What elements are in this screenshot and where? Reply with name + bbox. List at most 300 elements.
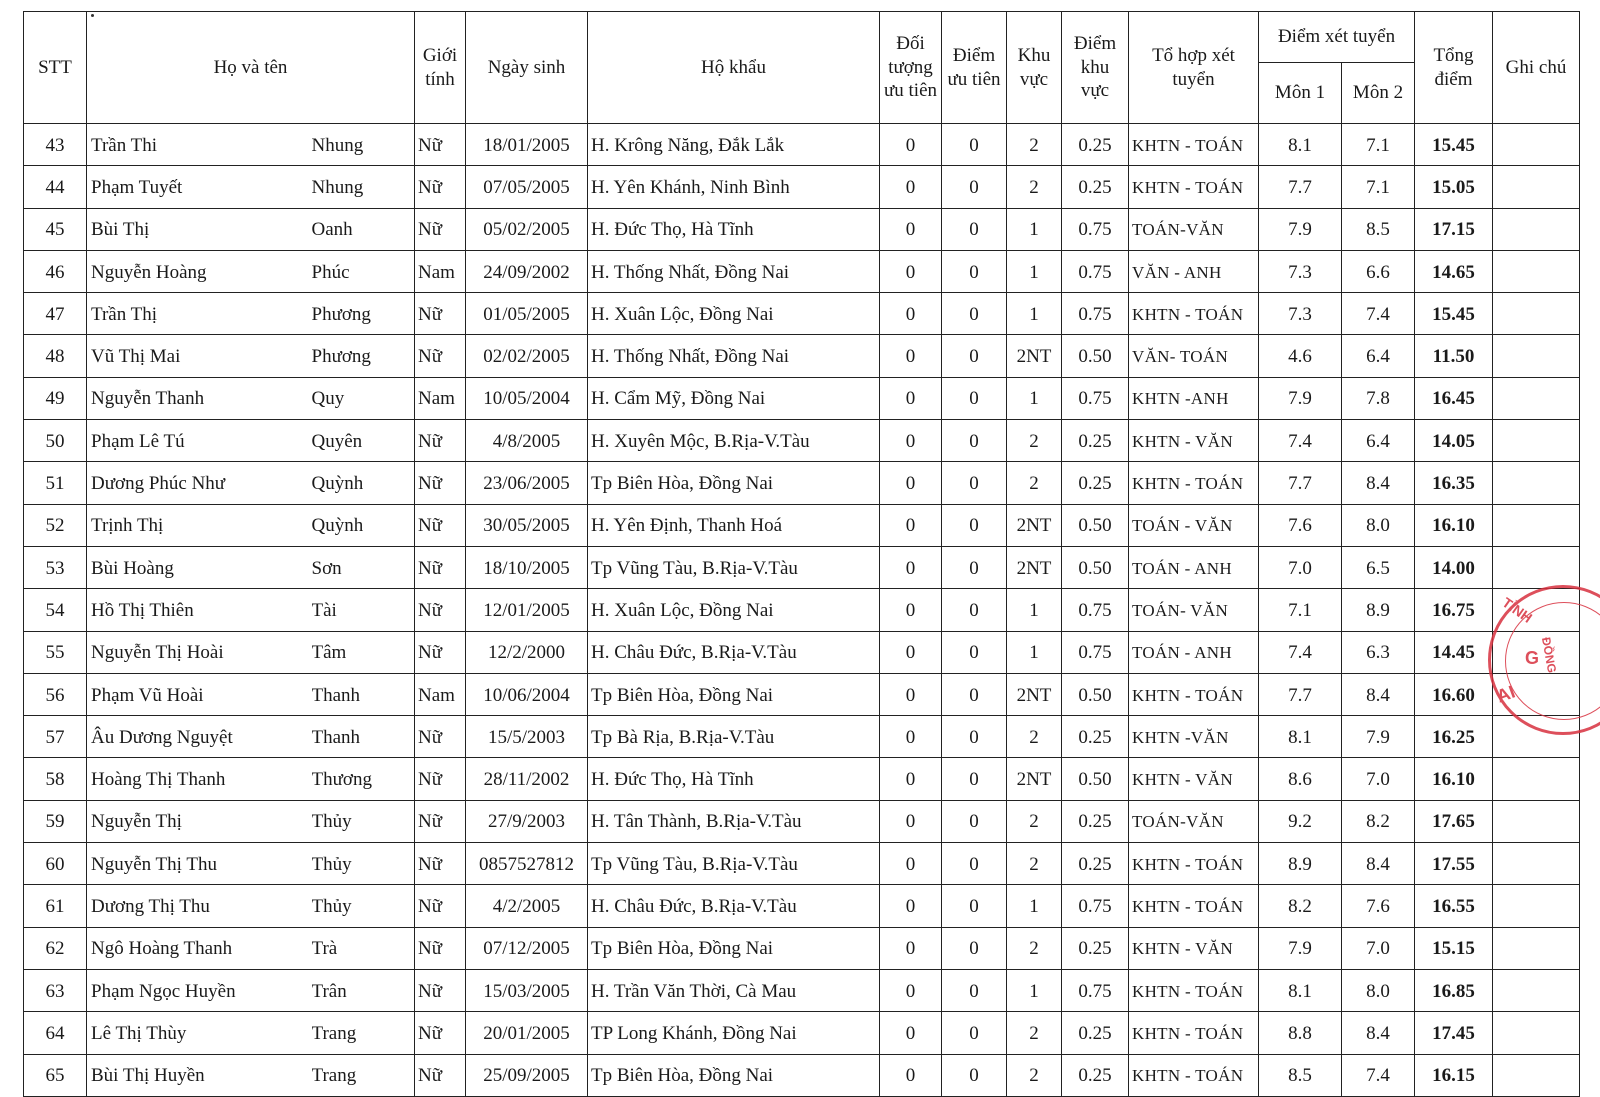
- header-admission-score: Điểm xét tuyển: [1259, 12, 1415, 63]
- cell-region: 2: [1007, 166, 1062, 208]
- cell-combination: TOÁN - ANH: [1129, 546, 1259, 588]
- cell-region-score: 0.75: [1062, 969, 1129, 1011]
- cell-dob: 18/01/2005: [466, 124, 588, 166]
- table-row: [24, 462, 1580, 504]
- cell-stt: 43: [24, 124, 87, 166]
- cell-subject-2: 7.4: [1342, 293, 1415, 335]
- cell-subject-1: 7.9: [1259, 208, 1342, 250]
- table-row: [24, 504, 1580, 546]
- cell-region: 1: [1007, 250, 1062, 292]
- cell-priority-score: 0: [942, 250, 1007, 292]
- cell-stt: 48: [24, 335, 87, 377]
- cell-priority-score: 0: [942, 208, 1007, 250]
- cell-combination: KHTN -ANH: [1129, 377, 1259, 419]
- stamp-text: ĐỒNG: [1538, 636, 1560, 674]
- cell-region-score: 0.25: [1062, 927, 1129, 969]
- cell-dob: 02/02/2005: [466, 335, 588, 377]
- cell-priority-score: 0: [942, 843, 1007, 885]
- cell-priority-group: 0: [880, 124, 942, 166]
- cell-priority-group: 0: [880, 462, 942, 504]
- cell-region: 1: [1007, 377, 1062, 419]
- cell-subject-1: 7.4: [1259, 631, 1342, 673]
- cell-subject-1: 7.1: [1259, 589, 1342, 631]
- cell-priority-group: 0: [880, 758, 942, 800]
- cell-gender: Nam: [415, 377, 466, 419]
- cell-address: H. Xuân Lộc, Đồng Nai: [588, 293, 880, 335]
- cell-stt: 51: [24, 462, 87, 504]
- cell-gender: Nữ: [415, 758, 466, 800]
- cell-combination: KHTN - VĂN: [1129, 927, 1259, 969]
- cell-total: 15.45: [1415, 124, 1493, 166]
- cell-region: 2: [1007, 1054, 1062, 1096]
- cell-subject-1: 7.3: [1259, 250, 1342, 292]
- cell-subject-2: 7.9: [1342, 716, 1415, 758]
- cell-total: 14.65: [1415, 250, 1493, 292]
- cell-priority-group: 0: [880, 716, 942, 758]
- cell-priority-score: 0: [942, 673, 1007, 715]
- table-row: [24, 589, 1580, 631]
- cell-total: 16.75: [1415, 589, 1493, 631]
- table-row: [24, 293, 1580, 335]
- cell-dob: 15/03/2005: [466, 969, 588, 1011]
- cell-total: 16.25: [1415, 716, 1493, 758]
- cell-region-score: 0.75: [1062, 631, 1129, 673]
- cell-total: 14.05: [1415, 420, 1493, 462]
- cell-address: Tp Biên Hòa, Đồng Nai: [588, 1054, 880, 1096]
- cell-subject-1: 7.0: [1259, 546, 1342, 588]
- cell-gender: Nữ: [415, 885, 466, 927]
- cell-surname: Phạm Tuyết: [87, 166, 312, 208]
- cell-gender: Nữ: [415, 462, 466, 504]
- cell-region-score: 0.25: [1062, 462, 1129, 504]
- cell-region: 2NT: [1007, 335, 1062, 377]
- cell-note: [1493, 124, 1580, 166]
- cell-address: H. Châu Đức, B.Rịa-V.Tàu: [588, 631, 880, 673]
- cell-address: H. Yên Định, Thanh Hoá: [588, 504, 880, 546]
- cell-priority-group: 0: [880, 335, 942, 377]
- cell-subject-1: 8.2: [1259, 885, 1342, 927]
- cell-priority-score: 0: [942, 462, 1007, 504]
- cell-priority-score: 0: [942, 800, 1007, 842]
- cell-dob: 0857527812: [466, 843, 588, 885]
- cell-combination: KHTN - VĂN: [1129, 420, 1259, 462]
- header-note: Ghi chú: [1493, 12, 1580, 124]
- header-priority-group: Đối tượng ưu tiên: [880, 12, 942, 124]
- cell-priority-group: 0: [880, 1054, 942, 1096]
- cell-note: [1493, 800, 1580, 842]
- cell-dob: 18/10/2005: [466, 546, 588, 588]
- cell-subject-2: 6.5: [1342, 546, 1415, 588]
- cell-subject-1: 8.8: [1259, 1012, 1342, 1054]
- cell-priority-score: 0: [942, 504, 1007, 546]
- cell-subject-1: 8.1: [1259, 969, 1342, 1011]
- cell-region: 1: [1007, 589, 1062, 631]
- cell-region-score: 0.50: [1062, 504, 1129, 546]
- cell-given-name: Phương: [312, 335, 415, 377]
- cell-region-score: 0.75: [1062, 377, 1129, 419]
- cell-given-name: Trà: [312, 927, 415, 969]
- cell-note: [1493, 885, 1580, 927]
- cell-stt: 63: [24, 969, 87, 1011]
- cell-surname: Trần Thi: [87, 124, 312, 166]
- cell-subject-1: 8.6: [1259, 758, 1342, 800]
- cell-address: H. Krông Năng, Đắk Lắk: [588, 124, 880, 166]
- cell-priority-group: 0: [880, 1012, 942, 1054]
- cell-combination: TOÁN-VĂN: [1129, 208, 1259, 250]
- cell-subject-2: 8.4: [1342, 462, 1415, 504]
- cell-dob: 10/05/2004: [466, 377, 588, 419]
- cell-subject-2: 6.4: [1342, 420, 1415, 462]
- cell-subject-2: 7.6: [1342, 885, 1415, 927]
- cell-dob: 24/09/2002: [466, 250, 588, 292]
- cell-priority-score: 0: [942, 885, 1007, 927]
- cell-stt: 58: [24, 758, 87, 800]
- cell-region: 1: [1007, 885, 1062, 927]
- table-row: [24, 673, 1580, 715]
- cell-region-score: 0.25: [1062, 420, 1129, 462]
- cell-note: [1493, 377, 1580, 419]
- cell-total: 16.60: [1415, 673, 1493, 715]
- cell-address: Tp Bà Rịa, B.Rịa-V.Tàu: [588, 716, 880, 758]
- table-row: [24, 377, 1580, 419]
- table-body: [24, 124, 1580, 1097]
- cell-gender: Nữ: [415, 589, 466, 631]
- cell-region-score: 0.75: [1062, 293, 1129, 335]
- cell-dob: 4/2/2005: [466, 885, 588, 927]
- cell-total: 17.55: [1415, 843, 1493, 885]
- cell-address: H. Cẩm Mỹ, Đồng Nai: [588, 377, 880, 419]
- cell-total: 15.15: [1415, 927, 1493, 969]
- cell-gender: Nữ: [415, 208, 466, 250]
- cell-subject-2: 8.9: [1342, 589, 1415, 631]
- cell-given-name: Nhung: [312, 166, 415, 208]
- cell-stt: 64: [24, 1012, 87, 1054]
- cell-given-name: Tâm: [312, 631, 415, 673]
- cell-subject-2: 7.0: [1342, 758, 1415, 800]
- cell-region-score: 0.50: [1062, 546, 1129, 588]
- table-row: [24, 969, 1580, 1011]
- cell-region: 1: [1007, 969, 1062, 1011]
- cell-priority-score: 0: [942, 546, 1007, 588]
- cell-subject-1: 9.2: [1259, 800, 1342, 842]
- cell-priority-score: 0: [942, 166, 1007, 208]
- cell-total: 16.85: [1415, 969, 1493, 1011]
- table-row: [24, 758, 1580, 800]
- cell-address: Tp Vũng Tàu, B.Rịa-V.Tàu: [588, 843, 880, 885]
- cell-address: TP Long Khánh, Đồng Nai: [588, 1012, 880, 1054]
- cell-given-name: Phương: [312, 293, 415, 335]
- table-row: [24, 124, 1580, 166]
- cell-dob: 23/06/2005: [466, 462, 588, 504]
- cell-gender: Nữ: [415, 166, 466, 208]
- cell-priority-group: 0: [880, 673, 942, 715]
- cell-priority-score: 0: [942, 124, 1007, 166]
- cell-surname: Trịnh Thị: [87, 504, 312, 546]
- cell-combination: KHTN - TOÁN: [1129, 843, 1259, 885]
- header-region: Khu vực: [1007, 12, 1062, 124]
- cell-total: 17.45: [1415, 1012, 1493, 1054]
- cell-address: H. Xuân Lộc, Đồng Nai: [588, 589, 880, 631]
- stamp-text: TỈNH: [1499, 594, 1536, 626]
- cell-stt: 56: [24, 673, 87, 715]
- cell-priority-score: 0: [942, 293, 1007, 335]
- cell-address: Tp Biên Hòa, Đồng Nai: [588, 927, 880, 969]
- cell-region: 2: [1007, 462, 1062, 504]
- cell-subject-2: 7.0: [1342, 927, 1415, 969]
- cell-region-score: 0.25: [1062, 124, 1129, 166]
- cell-combination: VĂN - ANH: [1129, 250, 1259, 292]
- cell-region: 1: [1007, 208, 1062, 250]
- cell-region: 2NT: [1007, 758, 1062, 800]
- cell-priority-group: 0: [880, 885, 942, 927]
- cell-given-name: Trân: [312, 969, 415, 1011]
- cell-dob: 30/05/2005: [466, 504, 588, 546]
- cell-subject-1: 4.6: [1259, 335, 1342, 377]
- cell-region: 2: [1007, 124, 1062, 166]
- cell-combination: VĂN- TOÁN: [1129, 335, 1259, 377]
- cell-dob: 15/5/2003: [466, 716, 588, 758]
- table-header: [24, 12, 1580, 124]
- cell-subject-2: 7.8: [1342, 377, 1415, 419]
- cell-combination: KHTN - VĂN: [1129, 758, 1259, 800]
- cell-region: 2: [1007, 927, 1062, 969]
- cell-given-name: Trang: [312, 1054, 415, 1096]
- cell-gender: Nữ: [415, 293, 466, 335]
- cell-region-score: 0.25: [1062, 843, 1129, 885]
- cell-combination: KHTN - TOÁN: [1129, 124, 1259, 166]
- cell-given-name: Thương: [312, 758, 415, 800]
- cell-dob: 01/05/2005: [466, 293, 588, 335]
- cell-gender: Nam: [415, 673, 466, 715]
- cell-gender: Nữ: [415, 504, 466, 546]
- cell-given-name: Trang: [312, 1012, 415, 1054]
- cell-region-score: 0.50: [1062, 335, 1129, 377]
- cell-dob: 27/9/2003: [466, 800, 588, 842]
- cell-subject-1: 8.9: [1259, 843, 1342, 885]
- cell-dob: 20/01/2005: [466, 1012, 588, 1054]
- cell-subject-2: 7.1: [1342, 166, 1415, 208]
- cell-subject-2: 8.4: [1342, 673, 1415, 715]
- cell-surname: Dương Phúc Như: [87, 462, 312, 504]
- cell-gender: Nữ: [415, 716, 466, 758]
- cell-region-score: 0.25: [1062, 1054, 1129, 1096]
- cell-dob: 4/8/2005: [466, 420, 588, 462]
- cell-gender: Nữ: [415, 927, 466, 969]
- cell-gender: Nữ: [415, 631, 466, 673]
- cell-combination: KHTN - TOÁN: [1129, 166, 1259, 208]
- cell-region: 2: [1007, 420, 1062, 462]
- cell-surname: Nguyễn Thị Thu: [87, 843, 312, 885]
- table-row: [24, 800, 1580, 842]
- header-region-score: Điểm khu vực: [1062, 12, 1129, 124]
- cell-stt: 44: [24, 166, 87, 208]
- table-row: [24, 546, 1580, 588]
- cell-priority-group: 0: [880, 250, 942, 292]
- header-address: Hộ khẩu: [588, 12, 880, 124]
- cell-gender: Nam: [415, 250, 466, 292]
- cell-address: H. Thống Nhất, Đồng Nai: [588, 250, 880, 292]
- cell-priority-group: 0: [880, 546, 942, 588]
- cell-address: H. Tân Thành, B.Rịa-V.Tàu: [588, 800, 880, 842]
- cell-note: [1493, 927, 1580, 969]
- cell-subject-1: 8.1: [1259, 124, 1342, 166]
- cell-priority-group: 0: [880, 589, 942, 631]
- cell-region-score: 0.25: [1062, 166, 1129, 208]
- cell-surname: Hồ Thị Thiên: [87, 589, 312, 631]
- cell-given-name: Quy: [312, 377, 415, 419]
- cell-priority-score: 0: [942, 377, 1007, 419]
- cell-priority-group: 0: [880, 293, 942, 335]
- cell-given-name: Oanh: [312, 208, 415, 250]
- cell-note: [1493, 843, 1580, 885]
- cell-combination: KHTN - TOÁN: [1129, 1054, 1259, 1096]
- cell-stt: 65: [24, 1054, 87, 1096]
- cell-total: 11.50: [1415, 335, 1493, 377]
- cell-address: H. Trần Văn Thời, Cà Mau: [588, 969, 880, 1011]
- cell-priority-group: 0: [880, 504, 942, 546]
- header-total: Tổng điểm: [1415, 12, 1493, 124]
- table-row: [24, 420, 1580, 462]
- cell-given-name: Quỳnh: [312, 504, 415, 546]
- cell-subject-2: 6.4: [1342, 335, 1415, 377]
- cell-priority-score: 0: [942, 631, 1007, 673]
- cell-priority-score: 0: [942, 716, 1007, 758]
- cell-note: [1493, 504, 1580, 546]
- cell-priority-group: 0: [880, 377, 942, 419]
- table-row: [24, 716, 1580, 758]
- cell-total: 16.35: [1415, 462, 1493, 504]
- cell-stt: 52: [24, 504, 87, 546]
- cell-total: 14.45: [1415, 631, 1493, 673]
- cell-total: 16.10: [1415, 504, 1493, 546]
- cell-given-name: Thủy: [312, 885, 415, 927]
- cell-region-score: 0.50: [1062, 673, 1129, 715]
- cell-gender: Nữ: [415, 124, 466, 166]
- cell-subject-2: 8.2: [1342, 800, 1415, 842]
- cell-total: 17.65: [1415, 800, 1493, 842]
- cell-region: 1: [1007, 293, 1062, 335]
- table-row: [24, 885, 1580, 927]
- cell-region: 2NT: [1007, 546, 1062, 588]
- cell-region: 2NT: [1007, 673, 1062, 715]
- cell-given-name: Phúc: [312, 250, 415, 292]
- cell-given-name: Thủy: [312, 800, 415, 842]
- cell-address: H. Yên Khánh, Ninh Bình: [588, 166, 880, 208]
- cell-given-name: Thanh: [312, 716, 415, 758]
- cell-region-score: 0.25: [1062, 800, 1129, 842]
- cell-dob: 12/2/2000: [466, 631, 588, 673]
- cell-subject-2: 8.4: [1342, 843, 1415, 885]
- cell-combination: TOÁN - ANH: [1129, 631, 1259, 673]
- header-name: Họ và tên: [87, 12, 415, 124]
- cell-stt: 62: [24, 927, 87, 969]
- cell-combination: TOÁN - VĂN: [1129, 504, 1259, 546]
- cell-region: 2NT: [1007, 504, 1062, 546]
- cell-subject-2: 7.1: [1342, 124, 1415, 166]
- cell-priority-score: 0: [942, 1012, 1007, 1054]
- cell-surname: Bùi Hoàng: [87, 546, 312, 588]
- cell-region: 2: [1007, 1012, 1062, 1054]
- cell-stt: 49: [24, 377, 87, 419]
- cell-surname: Ngô Hoàng Thanh: [87, 927, 312, 969]
- header-dob: Ngày sinh: [466, 12, 588, 124]
- cell-note: [1493, 1054, 1580, 1096]
- cell-address: H. Đức Thọ, Hà Tĩnh: [588, 208, 880, 250]
- cell-given-name: Tài: [312, 589, 415, 631]
- cell-surname: Vũ Thị Mai: [87, 335, 312, 377]
- cell-given-name: Quyên: [312, 420, 415, 462]
- cell-surname: Bùi Thị: [87, 208, 312, 250]
- cell-total: 15.45: [1415, 293, 1493, 335]
- cell-combination: KHTN - TOÁN: [1129, 969, 1259, 1011]
- cell-surname: Nguyễn Thanh: [87, 377, 312, 419]
- cell-stt: 55: [24, 631, 87, 673]
- cell-note: [1493, 293, 1580, 335]
- cell-total: 16.45: [1415, 377, 1493, 419]
- cell-region-score: 0.25: [1062, 1012, 1129, 1054]
- cell-combination: KHTN -VĂN: [1129, 716, 1259, 758]
- cell-dob: 12/01/2005: [466, 589, 588, 631]
- cell-note: [1493, 546, 1580, 588]
- cell-priority-score: 0: [942, 420, 1007, 462]
- cell-subject-2: 7.4: [1342, 1054, 1415, 1096]
- cell-priority-group: 0: [880, 631, 942, 673]
- cell-given-name: Quỳnh: [312, 462, 415, 504]
- cell-region-score: 0.25: [1062, 716, 1129, 758]
- table-row: [24, 335, 1580, 377]
- cell-subject-1: 7.6: [1259, 504, 1342, 546]
- cell-priority-score: 0: [942, 1054, 1007, 1096]
- cell-subject-1: 8.1: [1259, 716, 1342, 758]
- cell-total: 16.55: [1415, 885, 1493, 927]
- cell-stt: 61: [24, 885, 87, 927]
- table-row: [24, 166, 1580, 208]
- cell-subject-1: 7.9: [1259, 927, 1342, 969]
- header-subject-2: Môn 2: [1342, 63, 1415, 124]
- cell-priority-score: 0: [942, 335, 1007, 377]
- cell-combination: KHTN - TOÁN: [1129, 293, 1259, 335]
- cell-stt: 45: [24, 208, 87, 250]
- cell-priority-score: 0: [942, 589, 1007, 631]
- header-subject-1: Môn 1: [1259, 63, 1342, 124]
- cell-stt: 60: [24, 843, 87, 885]
- cell-region-score: 0.75: [1062, 208, 1129, 250]
- cell-priority-group: 0: [880, 208, 942, 250]
- cell-total: 16.15: [1415, 1054, 1493, 1096]
- header-stt: STT: [24, 12, 87, 124]
- cell-priority-group: 0: [880, 420, 942, 462]
- cell-note: [1493, 420, 1580, 462]
- cell-gender: Nữ: [415, 800, 466, 842]
- cell-stt: 46: [24, 250, 87, 292]
- cell-address: Tp Biên Hòa, Đồng Nai: [588, 462, 880, 504]
- cell-stt: 53: [24, 546, 87, 588]
- cell-stt: 57: [24, 716, 87, 758]
- cell-dob: 10/06/2004: [466, 673, 588, 715]
- cell-given-name: Sơn: [312, 546, 415, 588]
- cell-total: 14.00: [1415, 546, 1493, 588]
- cell-surname: Nguyễn Thị: [87, 800, 312, 842]
- cell-total: 17.15: [1415, 208, 1493, 250]
- stamp-text: AI: [1493, 681, 1518, 707]
- cell-region-score: 0.75: [1062, 250, 1129, 292]
- cell-surname: Phạm Vũ Hoài: [87, 673, 312, 715]
- cell-priority-group: 0: [880, 927, 942, 969]
- cell-region: 1: [1007, 631, 1062, 673]
- cell-address: H. Xuyên Mộc, B.Rịa-V.Tàu: [588, 420, 880, 462]
- cell-region: 2: [1007, 843, 1062, 885]
- cell-combination: KHTN - TOÁN: [1129, 1012, 1259, 1054]
